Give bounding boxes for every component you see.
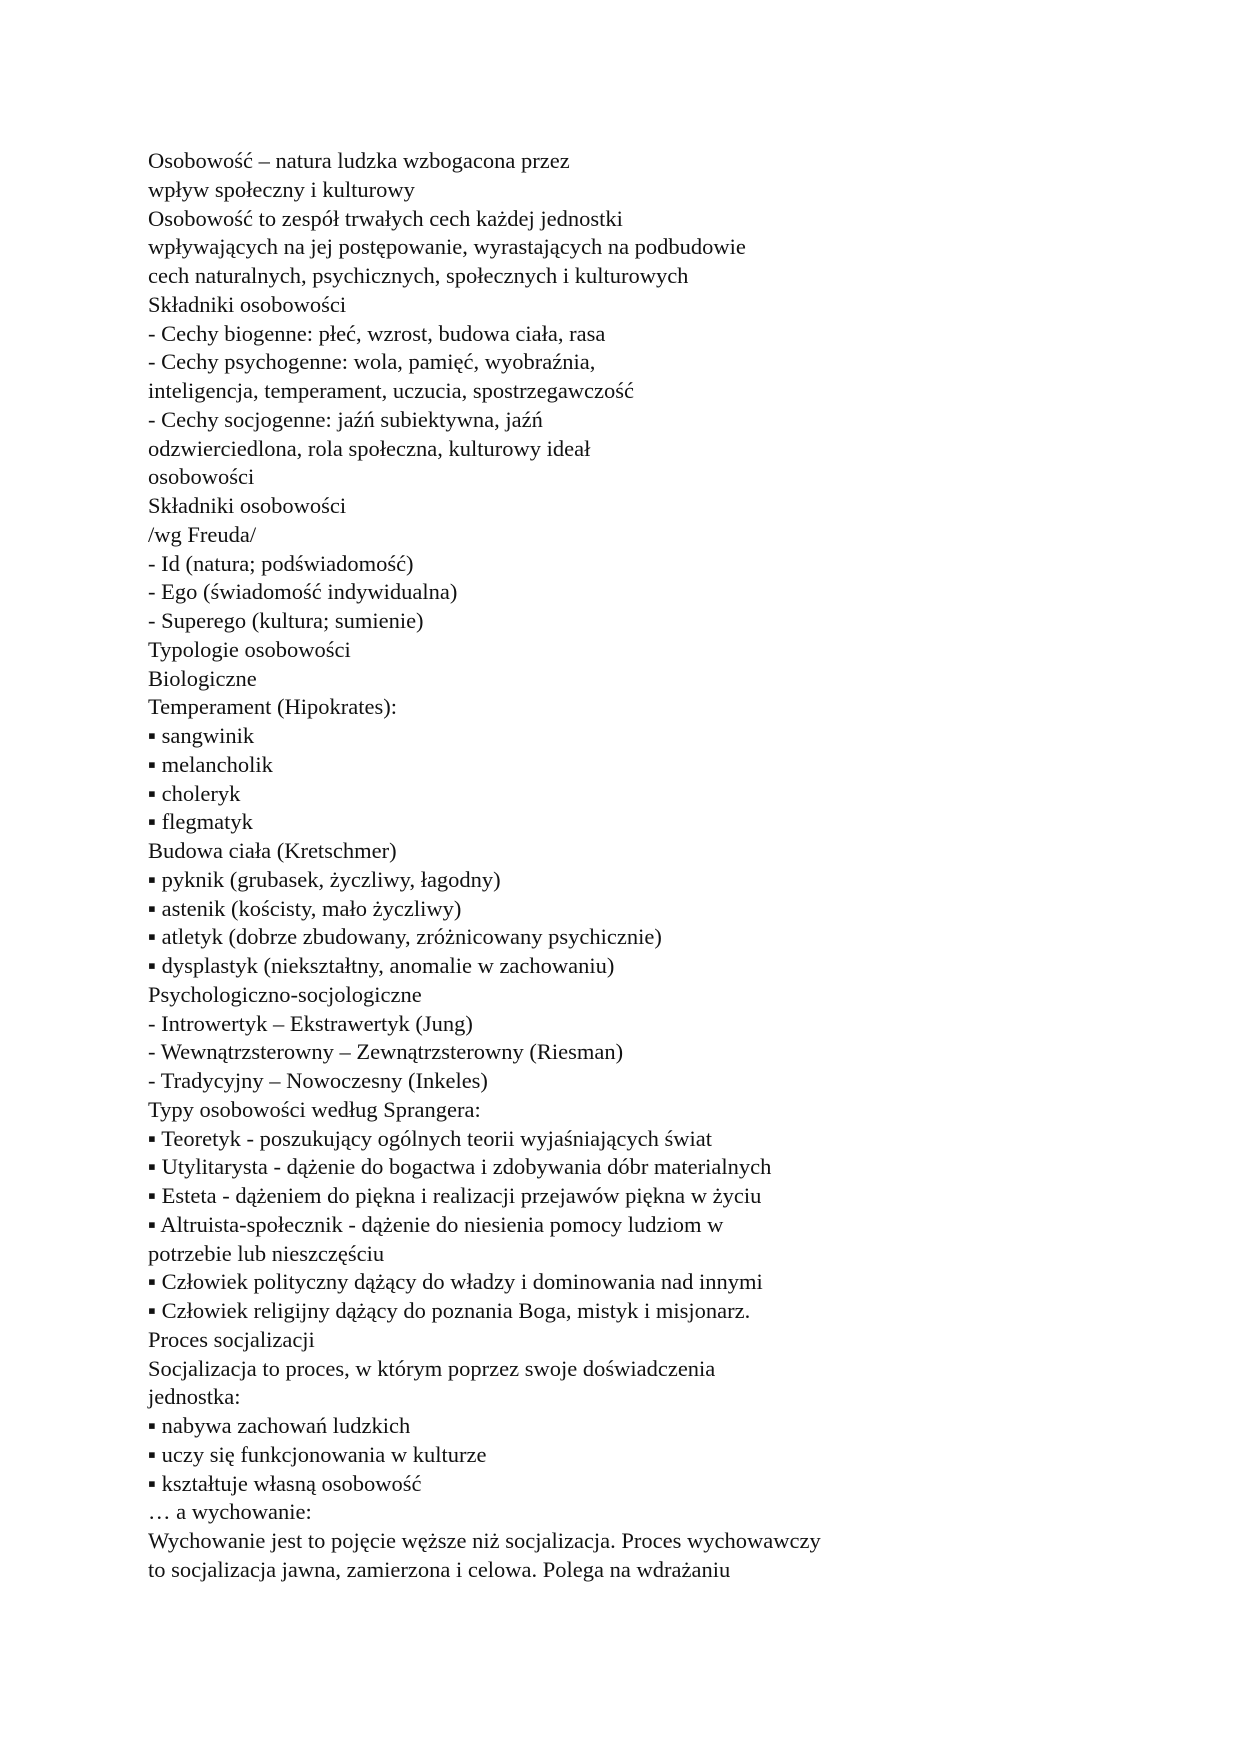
list-item: - Cechy socjogenne: jaźń subiektywna, jaźń <box>148 406 543 432</box>
list-item: ▪ Teoretyk - poszukujący ogólnych teorii wyjaśniających świat <box>148 1125 712 1151</box>
text-line: wpływ społeczny i kulturowy <box>148 176 415 202</box>
text-line: … a wychowanie: <box>148 1499 312 1525</box>
list-item: ▪ Człowiek polityczny dążący do władzy i dominowania nad innymi <box>148 1269 763 1295</box>
text-line: Osobowość – natura ludzka wzbogacona przez <box>148 148 570 173</box>
list-item: ▪ astenik (kościsty, mało życzliwy) <box>148 895 462 921</box>
text-line: wpływających na jej postępowanie, wyrastających na podbudowie <box>148 234 746 260</box>
text-line: /wg Freuda/ <box>148 521 257 547</box>
list-item: ▪ flegmatyk <box>148 809 253 835</box>
section-heading: Składniki osobowości <box>148 291 347 317</box>
section-heading: Składniki osobowości <box>148 493 347 518</box>
list-item: - Cechy biogenne: płeć, wzrost, budowa ciała, rasa <box>148 320 606 346</box>
list-item: - Tradycyjny – Nowoczesny (Inkeles) <box>148 1068 488 1093</box>
list-item: ▪ atletyk (dobrze zbudowany, zróżnicowany psychicznie) <box>148 924 662 950</box>
text-line: Osobowość to zespół trwałych cech każdej jednostki <box>148 205 623 231</box>
list-item: - Id (natura; podświadomość) <box>148 550 414 576</box>
list-item: ▪ Altruista-społecznik - dążenie do niesienia pomocy ludziom w <box>148 1211 724 1237</box>
text-line: Temperament (Hipokrates): <box>148 694 397 720</box>
text-line: cech naturalnych, psychicznych, społecznych i kulturowych <box>148 263 689 288</box>
section-heading: Proces socjalizacji <box>148 1326 315 1352</box>
section-heading: Typologie osobowości <box>148 636 351 662</box>
text-line: Socjalizacja to proces, w którym poprzez swoje doświadczenia <box>148 1355 716 1381</box>
list-item: ▪ dysplastyk (niekształtny, anomalie w zachowaniu) <box>148 953 615 978</box>
section-heading: Typy osobowości według Sprangera: <box>148 1096 481 1122</box>
list-item: ▪ Utylitarysta - dążenie do bogactwa i zdobywania dóbr materialnych <box>148 1154 772 1180</box>
list-item: ▪ kształtuje własną osobowość <box>148 1470 422 1496</box>
document-body <box>148 147 1148 1585</box>
list-item: ▪ pyknik (grubasek, życzliwy, łagodny) <box>148 866 501 892</box>
text-line: jednostka: <box>148 1384 241 1410</box>
list-item: ▪ Człowiek religijny dążący do poznania Boga, mistyk i misjonarz. <box>148 1298 751 1323</box>
list-item: ▪ choleryk <box>148 780 241 806</box>
list-item: ▪ nabywa zachowań ludzkich <box>148 1413 411 1438</box>
text-line: Psychologiczno-socjologiczne <box>148 981 422 1007</box>
text-line: osobowości <box>148 464 255 490</box>
list-item: - Ego (świadomość indywidualna) <box>148 579 458 605</box>
list-item: - Introwertyk – Ekstrawertyk (Jung) <box>148 1010 473 1036</box>
list-item: ▪ melancholik <box>148 751 273 777</box>
text-line: Wychowanie jest to pojęcie węższe niż socjalizacja. Proces wychowawczy <box>148 1528 821 1553</box>
list-item: - Wewnątrzsterowny – Zewnątrzsterowny (Riesman) <box>148 1039 624 1065</box>
list-item: ▪ uczy się funkcjonowania w kulturze <box>148 1441 487 1467</box>
list-item: - Cechy psychogenne: wola, pamięć, wyobraźnia, <box>148 349 596 375</box>
text-line: Biologiczne <box>148 665 257 691</box>
list-item: ▪ Esteta - dążeniem do piękna i realizacji przejawów piękna w życiu <box>148 1183 762 1208</box>
list-item: - Superego (kultura; sumienie) <box>148 608 424 633</box>
text-line: Budowa ciała (Kretschmer) <box>148 838 397 863</box>
text-line: potrzebie lub nieszczęściu <box>148 1240 385 1266</box>
text-line: to socjalizacja jawna, zamierzona i celowa. Polega na wdrażaniu <box>148 1556 731 1582</box>
text-line: odzwierciedlona, rola społeczna, kulturowy ideał <box>148 435 591 461</box>
list-item: ▪ sangwinik <box>148 723 255 748</box>
text-line: inteligencja, temperament, uczucia, spostrzegawczość <box>148 378 635 403</box>
